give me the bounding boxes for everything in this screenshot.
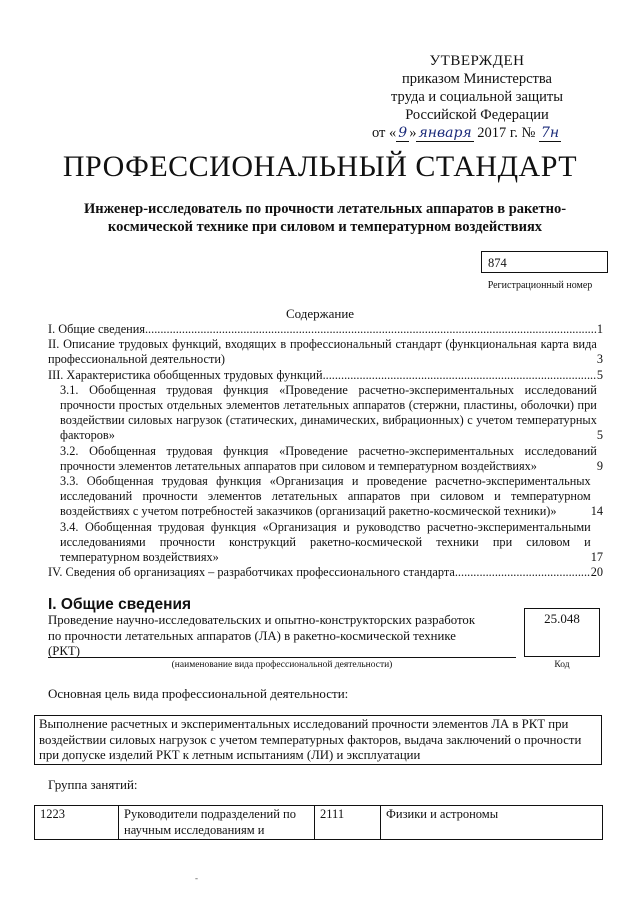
toc-entry-page: 14 — [590, 504, 603, 519]
toc-entry-text: III. Характеристика обобщенных трудовых функций — [48, 367, 323, 382]
toc-entry-text: 3.2. Обобщенная трудовая функция «Проведение расчетно-экспериментальных исследований прочности элементов летательных аппаратов при силовом и температурном воздействиях» — [60, 443, 597, 473]
toc-entry-text: 3.4. Обобщенная трудовая функция «Организация и руководство расчетно-экспериментальными исследованиями прочности конструкций ракетно-космической техники при силовом и температурном воздействиях» — [60, 519, 591, 565]
group-name: Физики и астрономы — [381, 806, 603, 840]
footer-mark: - — [195, 873, 198, 883]
toc-entry[interactable] — [48, 520, 603, 566]
toc-entry-text: I. Общие сведения — [48, 322, 145, 336]
page-title: ПРОФЕССИОНАЛЬНЫЙ СТАНДАРТ — [62, 150, 578, 183]
order-date-line — [352, 124, 602, 142]
order-from-label: от « — [372, 125, 397, 141]
activity-underline — [48, 657, 516, 658]
order-number: 7н — [540, 125, 560, 141]
approval-block — [352, 52, 602, 142]
approval-line-3: Российской Федерации — [405, 107, 549, 123]
toc-entry[interactable] — [48, 337, 603, 367]
toc-entry-page: 9 — [596, 458, 603, 473]
group-code: 2111 — [315, 806, 381, 840]
purpose-label: Основная цель вида профессиональной деятельности: — [48, 686, 349, 701]
section-heading: I. Общие сведения — [48, 596, 192, 613]
toc-entry-text: IV. Сведения об организациях – разработчиках профессионального стандарта — [48, 565, 455, 580]
toc-entry[interactable] — [48, 474, 603, 520]
toc-entry-page: 5 — [596, 367, 603, 382]
toc-entry[interactable] — [48, 444, 603, 474]
occupation-group-label: Группа занятий: — [48, 777, 138, 792]
registration-number-box: 874 — [481, 251, 608, 273]
toc-entry[interactable] — [48, 368, 603, 383]
toc-entry-text: 3.3. Обобщенная трудовая функция «Организация и проведение расчетно-экспериментальных исследований прочности элементов летательных аппаратов при силовом и температурном воздействиях с учетом потребностей заказчиков (организаций ракетно-космической техники)» — [60, 474, 591, 519]
toc-entry[interactable] — [48, 383, 603, 444]
activity-code-box: 25.048 — [524, 608, 600, 657]
purpose-box: Выполнение расчетных и экспериментальных исследований прочности элементов ЛА в РКТ при воздействии силовых нагрузок с учетом температурных факторов, выдача заключений о прочности при допуске изделий РКТ к летным испытаниям (ЛИ) и эксплуатации — [34, 715, 602, 765]
order-quote-close: » — [409, 125, 417, 141]
toc-entry-page: 17 — [590, 550, 603, 565]
toc-entry-text: II. Описание трудовых функций, входящих в профессиональный стандарт (функциональная карта вида профессиональной деятельности) — [48, 337, 597, 367]
group-name: Руководители подразделений по научным исследованиям и — [119, 806, 315, 840]
group-code: 1223 — [35, 806, 119, 840]
order-year-suffix: г. № — [506, 125, 536, 141]
activity-name: Проведение научно-исследовательских и опытно-конструкторских разработок по прочности летательных аппаратов (ЛА) в ракетно-космической технике (РКТ) — [48, 613, 476, 658]
toc-entry-page: 20 — [590, 565, 603, 580]
approval-title: УТВЕРЖДЕН — [429, 53, 525, 69]
occupation-group-table — [34, 805, 603, 840]
registration-number-label: Регистрационный номер — [487, 280, 593, 291]
order-month: января — [418, 125, 472, 141]
approval-line-1: приказом Министерства — [402, 71, 552, 87]
table-of-contents — [48, 322, 603, 580]
order-year: 2017 — [477, 125, 507, 141]
table-row — [35, 806, 603, 840]
toc-entry-page: 3 — [596, 352, 603, 367]
toc-entry-page: 1 — [596, 322, 603, 336]
activity-caption: (наименование вида профессиональной деятельности) — [171, 660, 393, 670]
toc-entry-text: 3.1. Обобщенная трудовая функция «Проведение расчетно-экспериментальных исследований прочности простых отдельных элементов летательных аппаратов (стержни, пластины, оболочки) при воздействии силовых нагрузок (статических, динамических, вибрационных) с учетом температурных факторов» — [60, 382, 597, 443]
toc-title: Содержание — [285, 306, 355, 321]
standard-name: Инженер-исследователь по прочности летательных аппаратов в ракетно-космической технике при силовом и температурном воздействиях — [83, 201, 567, 235]
toc-entry-page: 5 — [596, 428, 603, 443]
toc-entry[interactable] — [48, 565, 603, 580]
order-day: 9 — [398, 125, 408, 141]
approval-line-2: труда и социальной защиты — [391, 89, 563, 105]
code-caption: Код — [554, 660, 570, 670]
toc-entry[interactable] — [48, 322, 603, 337]
